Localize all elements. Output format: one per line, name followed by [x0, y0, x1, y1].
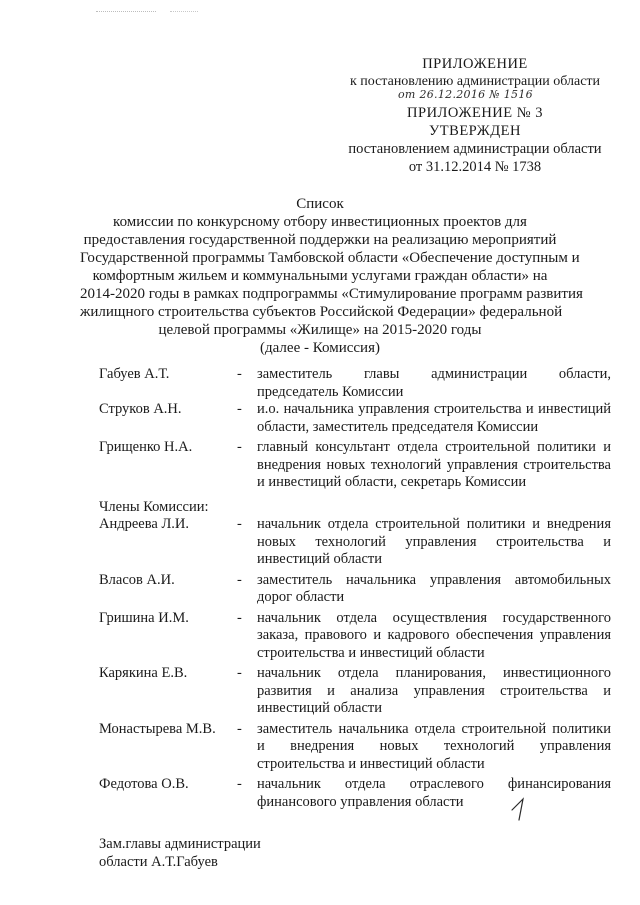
member-dash: -: [237, 609, 242, 626]
appendix-3-title: ПРИЛОЖЕНИЕ № 3: [407, 105, 543, 121]
title-line: предоставления государственной поддержки на реализацию мероприятий: [83, 232, 557, 248]
member-role: начальник отдела строительной политики и внедрения новых технологий управления строительства и инвестиций области: [257, 516, 611, 567]
appendix-title: ПРИЛОЖЕНИЕ: [422, 56, 528, 72]
appendix-3-header: [330, 104, 620, 176]
title-line: 2014-2020 годы в рамках подпрограммы «Стимулирование программ развития: [80, 286, 583, 302]
member-row: [99, 439, 611, 492]
member-role: главный консультант отдела строительной политики и внедрения новых технологий управления строительства и инвестиций области, секретарь Комиссии: [257, 439, 611, 490]
member-row: [99, 401, 611, 436]
approved-label: УТВЕРЖДЕН: [429, 123, 521, 139]
handwritten-page-mark-icon: [509, 796, 531, 822]
member-dash: -: [237, 516, 242, 532]
member-row: [99, 721, 611, 774]
member-dash: -: [237, 776, 242, 792]
signature-position: Зам.главы администрации: [99, 836, 261, 852]
scan-artifact: [96, 11, 156, 13]
member-row: [99, 366, 611, 401]
member-name: Федотова О.В.: [99, 776, 189, 792]
member-role: заместитель начальника отдела строительной политики и внедрения новых технологий управления строительства и инвестиций области: [257, 720, 611, 772]
title-line: жилищного строительства субъектов Российской Федерации» федеральной: [80, 304, 563, 320]
member-name: Габуев А.Т.: [99, 366, 170, 382]
commission-members: [99, 366, 611, 811]
member-dash: -: [237, 720, 242, 737]
signature-name: области А.Т.Габуев: [99, 854, 218, 870]
member-row: [99, 665, 611, 718]
title-line: целевой программы «Жилище» на 2015-2020 годы: [158, 322, 482, 338]
member-role: начальник отдела планирования, инвестиционного развития и анализа управления строительства и инвестиций области: [257, 665, 611, 716]
member-dash: -: [237, 665, 242, 681]
scan-artifact: [170, 11, 198, 13]
signature-block: [99, 835, 261, 871]
handwritten-date: от 26.12.2016 № 1516: [398, 88, 533, 101]
appendix-header: [330, 55, 620, 91]
title-line: (далее - Комиссия): [260, 340, 380, 356]
title-line: Список: [296, 196, 344, 212]
member-name: Струков А.Н.: [99, 401, 182, 417]
member-name: Монастырева М.В.: [99, 720, 216, 737]
title-line: комфортным жильем и коммунальными услугами граждан области» на: [92, 268, 548, 284]
title-line: Государственной программы Тамбовской области «Обеспечение доступным и: [80, 250, 580, 266]
member-row: [99, 572, 611, 607]
approved-date: от 31.12.2014 № 1738: [408, 159, 542, 175]
member-dash: -: [237, 439, 242, 455]
member-row: [99, 610, 611, 663]
document-title: [80, 195, 583, 357]
member-row: [99, 516, 611, 569]
member-name: Андреева Л.И.: [99, 516, 190, 532]
member-role: заместитель главы администрации области, председатель Комиссии: [257, 366, 611, 400]
member-name: Карякина Е.В.: [99, 665, 188, 681]
member-role: начальник отдела отраслевого финансирования финансового управления области: [257, 776, 611, 810]
members-label: Члены Комиссии:: [99, 498, 209, 515]
member-role: и.о. начальника управления строительства и инвестиций области, заместитель председателя Комиссии: [257, 401, 611, 435]
member-name: Гришина И.М.: [99, 609, 189, 626]
approved-by: постановлением администрации области: [348, 141, 602, 157]
member-name: Грищенко Н.А.: [99, 439, 193, 455]
member-dash: -: [237, 401, 242, 417]
title-line: комиссии по конкурсному отбору инвестиционных проектов для: [113, 214, 527, 230]
member-dash: -: [237, 366, 242, 382]
appendix-subtitle: к постановлению администрации области: [349, 74, 601, 89]
member-role: начальник отдела осуществления государственного заказа, правового и кадрового обеспечения управления строительства и инвестиций области: [257, 609, 611, 661]
member-role: заместитель начальника управления автомобильных дорог области: [257, 571, 611, 605]
member-name: Власов А.И.: [99, 571, 175, 588]
member-dash: -: [237, 571, 242, 588]
member-row: [99, 776, 611, 811]
